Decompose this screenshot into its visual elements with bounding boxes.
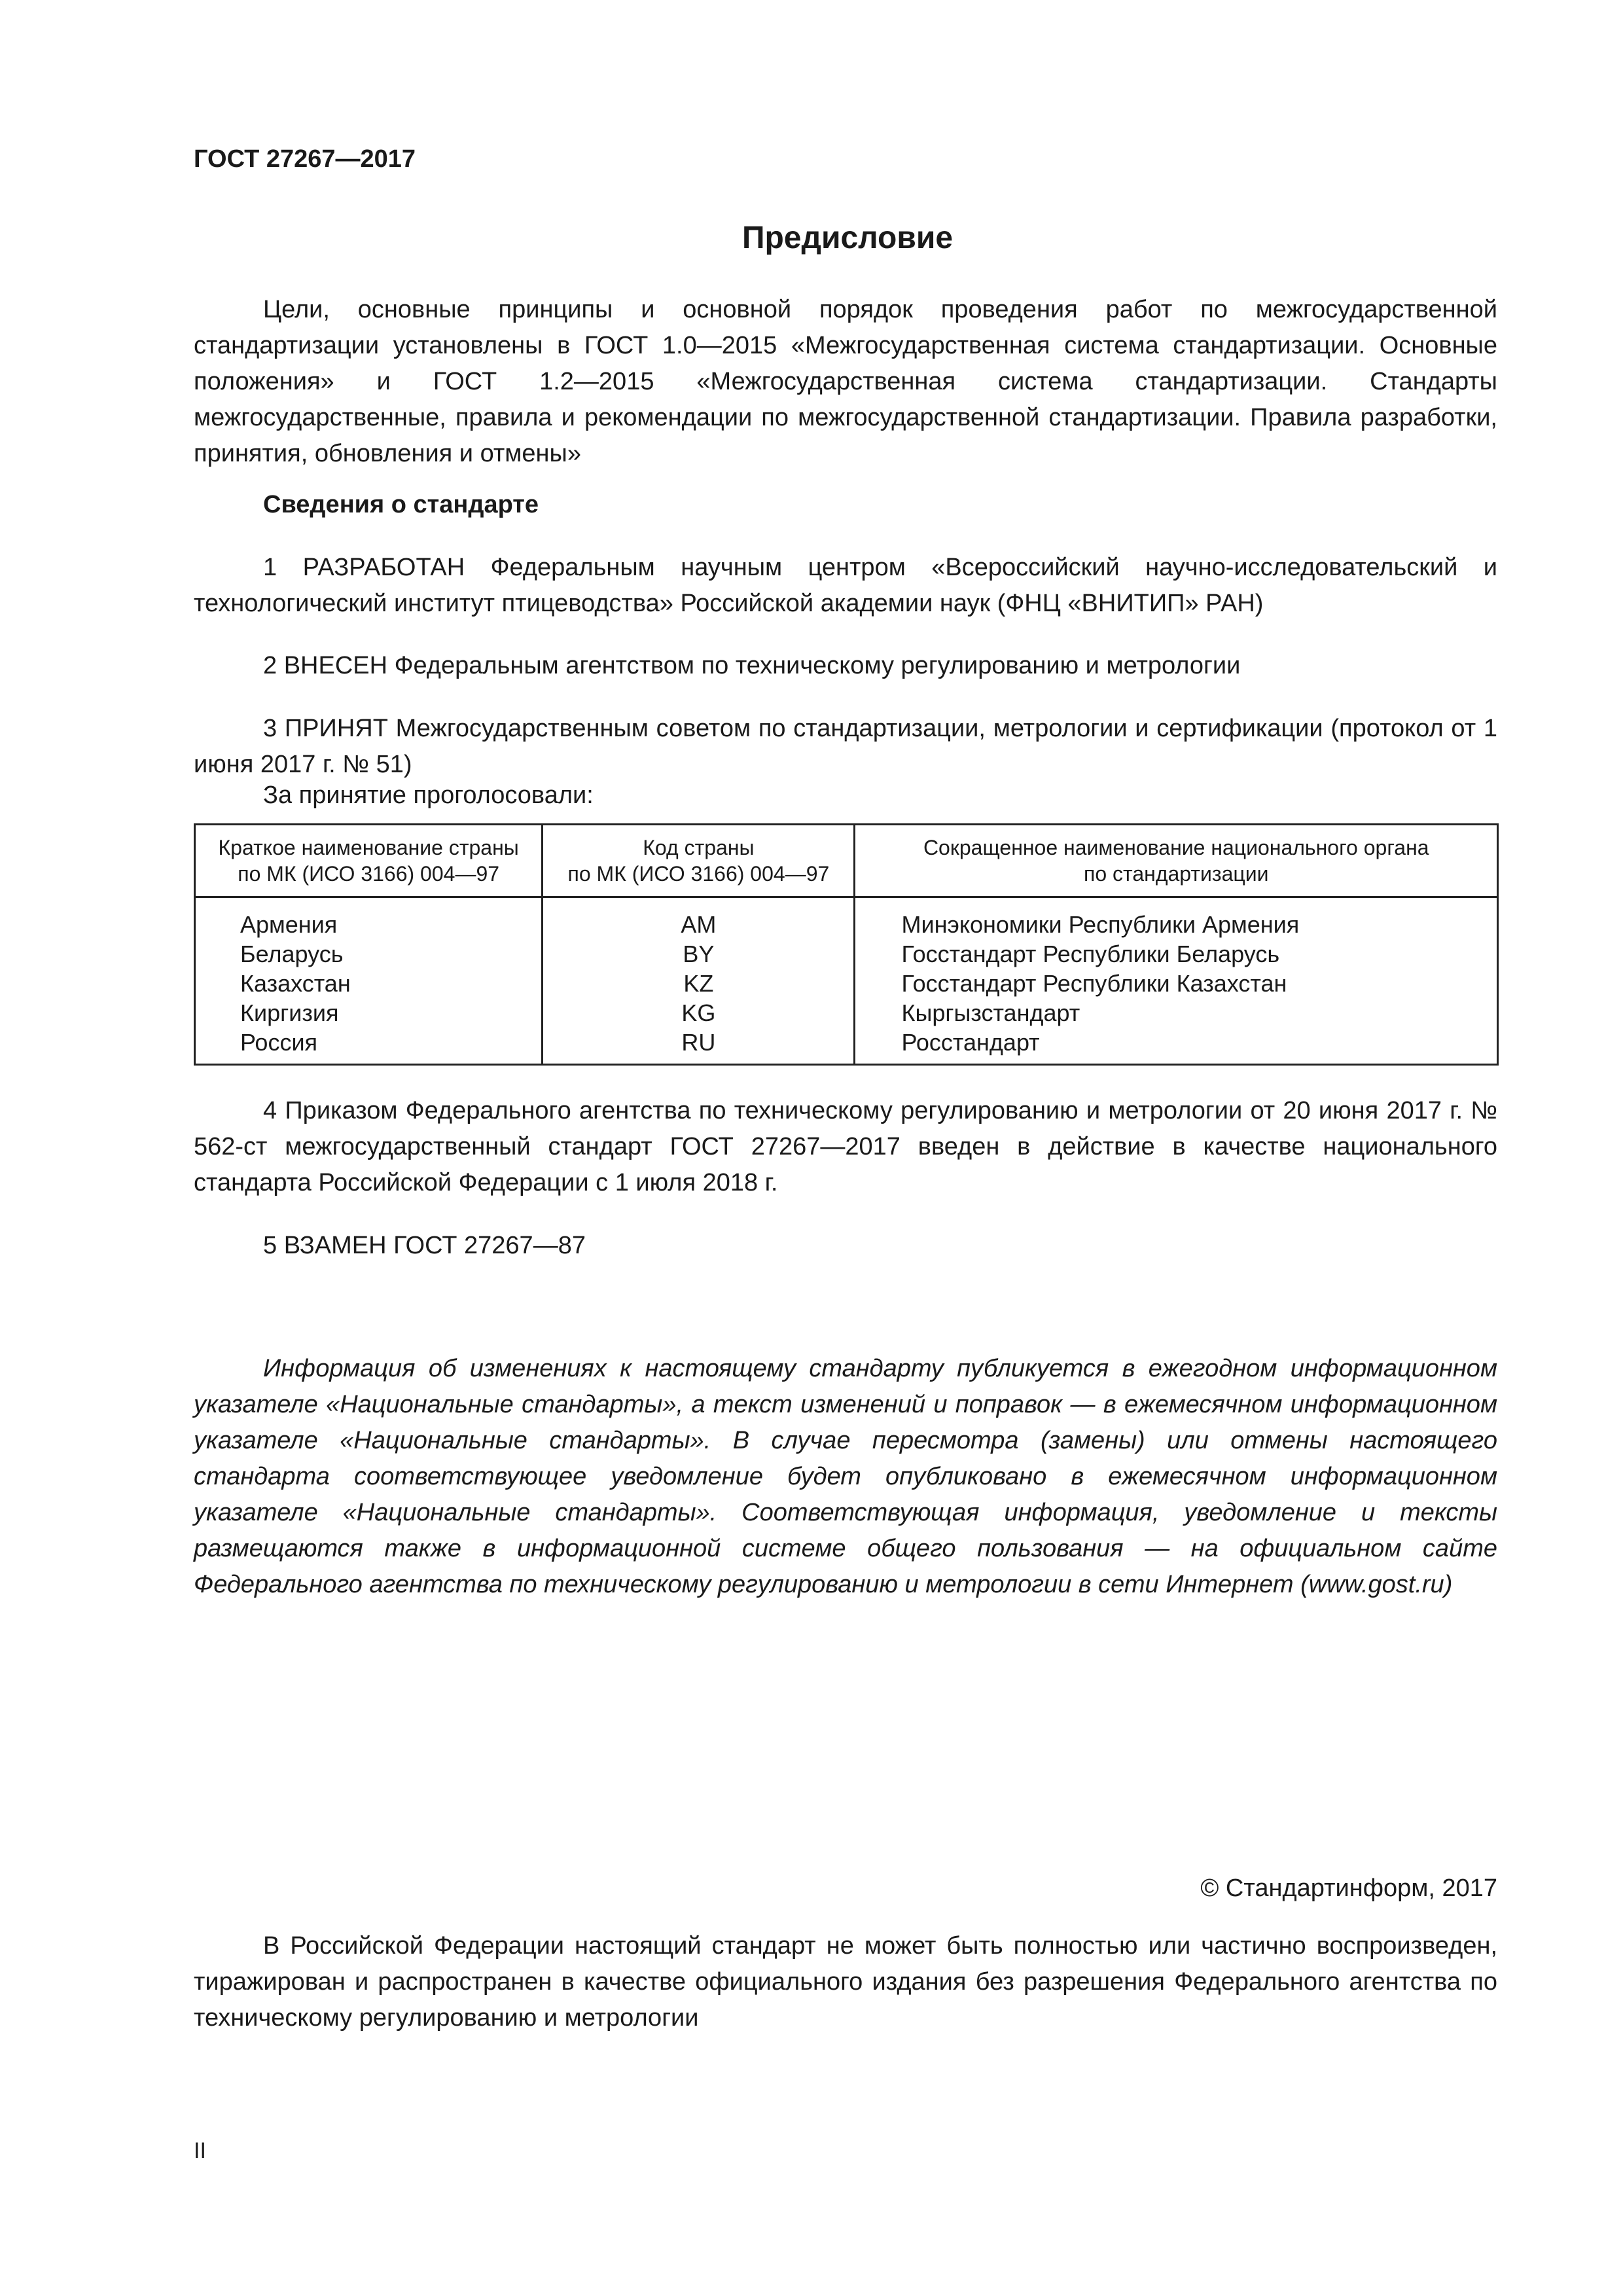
voting-table: [194, 823, 1499, 1066]
table-header-body: Сокращенное наименование национального органа по стандартизации: [855, 825, 1498, 897]
table-cell-code: KG: [681, 999, 716, 1026]
table-header-country: Краткое наименование страны по МК (ИСО 3166) 004—97: [195, 825, 543, 897]
item-order: 4 Приказом Федерального агентства по техническому регулированию и метрологии от 20 июня 2017 г. № 562-ст межгосударственный стандарт ГОСТ 27267—2017 введен в действие в качестве национального стандарта Российской Федерации с 1 июля 2018 г.: [194, 1097, 1497, 1196]
document-code: ГОСТ 27267—2017: [194, 145, 416, 173]
page-number: II: [194, 2138, 206, 2163]
table-cell-country: Беларусь: [240, 941, 344, 967]
table-cell-country: Армения: [240, 911, 338, 938]
item-replaces: 5 ВЗАМЕН ГОСТ 27267—87: [263, 1232, 586, 1259]
table-body: [195, 902, 1498, 1065]
item-introduced: 2 ВНЕСЕН Федеральным агентством по техническому регулированию и метрологии: [263, 652, 1241, 679]
reproduction-notice: В Российской Федерации настоящий стандарт не может быть полностью или частично воспроизведен, тиражирован и распространен в качестве официального издания без разрешения Федерального агентства по техническому регулированию и метрологии: [194, 1932, 1497, 2032]
table-cell-country: Казахстан: [240, 970, 351, 997]
changes-info-paragraph: Информация об изменениях к настоящему стандарту публикуется в ежегодном информационном указателе «Национальные стандарты», а текст изменений и поправок — в ежемесячном информационном указателе «Национальные стандарты». В случае пересмотра (замены) или отмены настоящего стандарта соответствующее уведомление будет опубликовано в ежемесячном информационном указателе «Национальные стандарты». Соответствующая информация, уведомление и тексты размещаются также в информационной системе общего пользования — на официальном сайте Федерального агентства по техническому регулированию и метрологии в сети Интернет (www.gost.ru): [194, 1355, 1497, 1598]
voted-label: За принятие проголосовали:: [263, 781, 594, 809]
table-cell-body: Госстандарт Республики Казахстан: [901, 970, 1287, 997]
table-cell-body: Кыргызстандарт: [901, 999, 1080, 1026]
country-column: [195, 902, 543, 1065]
body-column: [855, 902, 1498, 1065]
item-developed: 1 РАЗРАБОТАН Федеральным научным центром «Всероссийский научно-исследовательский и технологический институт птицеводства» Российской академии наук (ФНЦ «ВНИТИП» РАН): [194, 554, 1497, 617]
table-header-row: [195, 825, 1498, 897]
copyright: © Стандартинформ, 2017: [1200, 1874, 1497, 1902]
table-cell-code: KZ: [683, 970, 714, 997]
table-cell-country: Россия: [240, 1029, 318, 1056]
table-header-code: Код страны по МК (ИСО 3166) 004—97: [543, 825, 855, 897]
item-adopted: 3 ПРИНЯТ Межгосударственным советом по стандартизации, метрологии и сертификации (протокол от 1 июня 2017 г. № 51): [194, 715, 1497, 778]
info-heading: Сведения о стандарте: [263, 491, 539, 518]
table-cell-body: Минэкономики Республики Армения: [901, 911, 1300, 938]
code-column: [543, 902, 855, 1065]
table-cell-code: RU: [681, 1029, 716, 1056]
table-cell-code: BY: [683, 941, 715, 967]
table-cell-code: AM: [681, 911, 717, 938]
table-cell-country: Киргизия: [240, 999, 339, 1026]
page-title: Предисловие: [741, 221, 954, 255]
intro-paragraph: Цели, основные принципы и основной порядок проведения работ по межгосударственной стандартизации установлены в ГОСТ 1.0—2015 «Межгосударственная система стандартизации. Основные положения» и ГОСТ 1.2—2015 «Межгосударственная система стандартизации. Стандарты межгосударственные, правила и рекомендации по межгосударственной стандартизации. Правила разработки, принятия, обновления и отмены»: [194, 296, 1497, 467]
table-cell-body: Госстандарт Республики Беларусь: [901, 941, 1280, 967]
table-cell-body: Росстандарт: [901, 1029, 1040, 1056]
